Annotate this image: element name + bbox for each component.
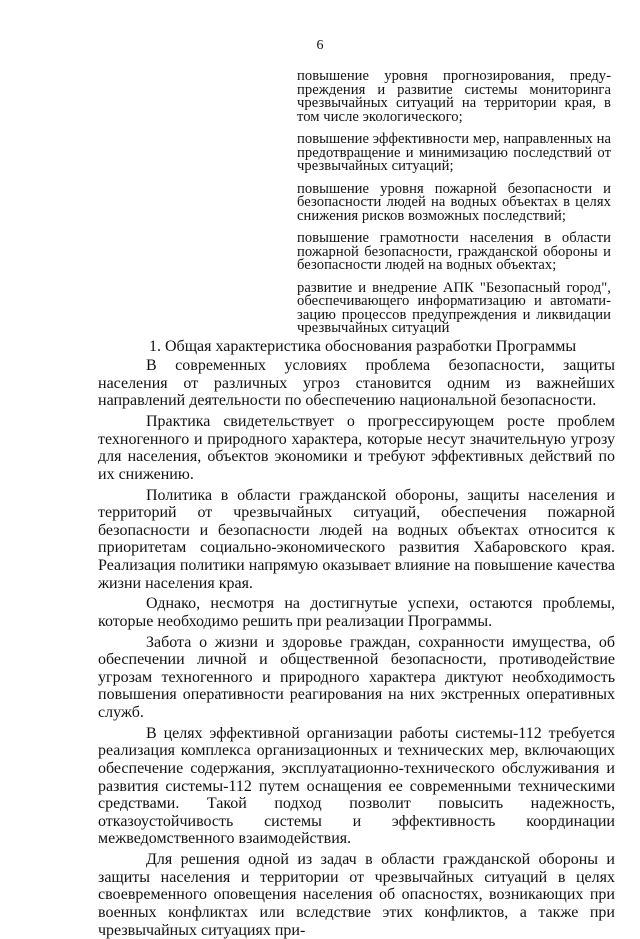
paragraph: Политика в области гражданской обороны, защиты населения и территорий от чрезвычайных ситуаций, обеспечения пожарной безопасности и безопасности людей на водных объектах относится к приоритетам социально-экономического развития Хабаровского края. Реализация политики напрямую оказывает влияние на повышение качества жизни населения края. [98,486,615,592]
goal-item: повышение грамотности населения в области пожарной безопасности, гражданской обороны и безопасности людей на водных объектах; [297,230,611,273]
goals-list [297,70,611,345]
paragraph: Забота о жизни и здоровье граждан, сохранности имущества, об обеспечении личной и общественной безопасности, противодействие угрозам техногенного и природного характера диктуют необходимость повышения оперативности реагирования на них экстренных оперативных служб. [98,633,615,722]
paragraph: В современных условиях проблема безопасности, защиты населения от различных угроз становится одним из важнейших направлений деятельности по обеспечению национальной безопасности. [98,357,615,410]
body-text [98,357,615,939]
goal-item: повышение эффективности мер, направленных на предотвращение и минимизацию последствий от чрезвычайных ситуаций; [297,131,611,174]
page-number: 6 [316,38,324,53]
paragraph: Практика свидетельствует о прогрессирующем росте проблем техногенного и природного характера, которые несут значительную угрозу для населения, объектов экономики и требуют эффективных действий по их снижению. [98,412,615,483]
section-heading: 1. Общая характеристика обоснования разработки Программы [149,338,577,355]
paragraph: В целях эффективной организации работы системы-112 требуется реализация комплекса организационных и технических мер, включающих обеспечение содержания, эксплуатационно-технического обслуживания и развития системы-112 путем оснащения ее современными техническими средствами. Такой подход позволит повысить надежность, отказоустойчивость системы и эффективность координации межведомственного взаимодействия. [98,724,615,848]
goal-item: повышение уровня прогнозирования, предупреждения и развитие системы мониторинга чрезвычайных ситуаций на территории края, в том числе экологического; [297,68,611,125]
goal-item: повышение уровня пожарной безопасности и безопасности людей на водных объектах в целях снижения рисков возможных последствий; [297,180,611,224]
paragraph: Для решения одной из задач в области гражданской обороны и защиты населения и территории от чрезвычайных ситуаций в целях своевременного оповещения населения об опасностях, возникающих при военных конфликтах или вследствие этих конфликтов, а также при чрезвычайных ситуациях при- [98,851,615,939]
paragraph: Однако, несмотря на достигнутые успехи, остаются проблемы, которые необходимо решить при реализации Программы. [98,595,615,630]
goal-item: развитие и внедрение АПК "Безопасный город", обеспечивающего информатизацию и автоматизацию процессов предупреждения и ликвидации чрезвычайных ситуаций [297,279,611,336]
